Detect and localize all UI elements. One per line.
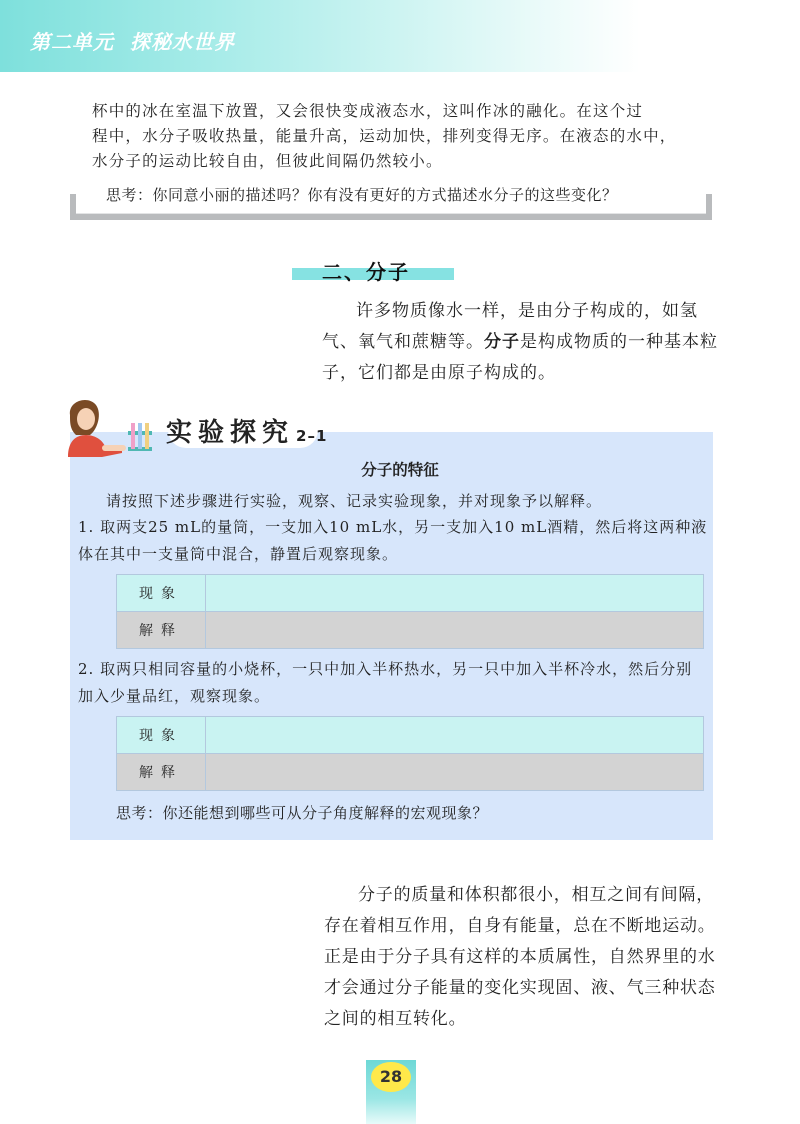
- record-table-1: [116, 574, 704, 649]
- unit-title: 探秘水世界: [130, 30, 235, 54]
- phenomenon-label: 现象: [117, 575, 206, 611]
- table-row: [117, 575, 703, 612]
- phenomenon-label: 现象: [117, 717, 206, 753]
- summary-paragraph: [324, 880, 724, 1035]
- table-row: [117, 612, 703, 648]
- page-number: 28: [379, 1067, 403, 1086]
- experiment-label: 实验探究: [166, 418, 295, 448]
- intro-line: 水分子的运动比较自由，但彼此间隔仍然较小。: [92, 152, 443, 170]
- phenomenon-field[interactable]: [206, 575, 703, 611]
- table-row: [117, 754, 703, 790]
- think-question-2: 思考：你还能想到哪些可从分子角度解释的宏观现象？: [116, 804, 489, 822]
- experiment-step-1: 1. 取两支25 mL的量筒，一支加入10 mL水，另一支加入10 mL酒精，然后将这两种液体在其中一支量筒中混合，静置后观察现象。: [78, 518, 708, 563]
- explanation-label: 解释: [117, 612, 206, 648]
- section-title: 二、分子: [322, 260, 410, 284]
- think-question-1: 思考：你同意小丽的描述吗？你有没有更好的方式描述水分子的这些变化？: [106, 186, 618, 204]
- girl-with-test-tubes-icon: [62, 395, 154, 457]
- record-table-2: [116, 716, 704, 791]
- summary-text: 分子的质量和体积都很小，相互之间有间隔，存在着相互作用，自身有能量，总在不断地运动。正是由于分子具有这样的本质属性，自然界里的水才会通过分子能量的变化实现固、液、气三种状态之间的相互转化。: [324, 885, 716, 1029]
- experiment-intro: 请按照下述步骤进行实验，观察、记录实验现象，并对现象予以解释。: [106, 492, 603, 510]
- experiment-title: 分子的特征: [361, 461, 439, 479]
- molecule-term: 分子: [484, 332, 520, 352]
- table-row: [117, 717, 703, 754]
- intro-line: 程中，水分子吸收热量，能量升高，运动加快，排列变得无序。在液态的水中，: [92, 127, 677, 145]
- molecule-paragraph: [322, 296, 722, 389]
- explanation-field[interactable]: [206, 612, 703, 648]
- explanation-label: 解释: [117, 754, 206, 790]
- page-header: [0, 0, 800, 72]
- explanation-field[interactable]: [206, 754, 703, 790]
- experiment-step-2: 2. 取两只相同容量的小烧杯，一只中加入半杯热水，另一只中加入半杯冷水，然后分别加入少量品红，观察现象。: [78, 660, 693, 705]
- intro-line: 杯中的冰在室温下放置，又会很快变成液态水，这叫作冰的融化。在这个过: [92, 102, 644, 120]
- intro-paragraph: [92, 99, 702, 174]
- molecule-text-lead: 许多物质像水一样，是由分子构成的，如氢气、氧气和蔗糖等。: [322, 301, 698, 352]
- header-title: [30, 26, 251, 55]
- phenomenon-field[interactable]: [206, 717, 703, 753]
- unit-label: 第二单元: [30, 30, 114, 54]
- molecule-text-tail: 是构成物质的一种基本粒子，它们都是由原子构成的。: [322, 332, 718, 383]
- experiment-number: 2–1: [296, 427, 328, 445]
- experiment-heading: [166, 412, 327, 449]
- think-bracket: [70, 194, 712, 220]
